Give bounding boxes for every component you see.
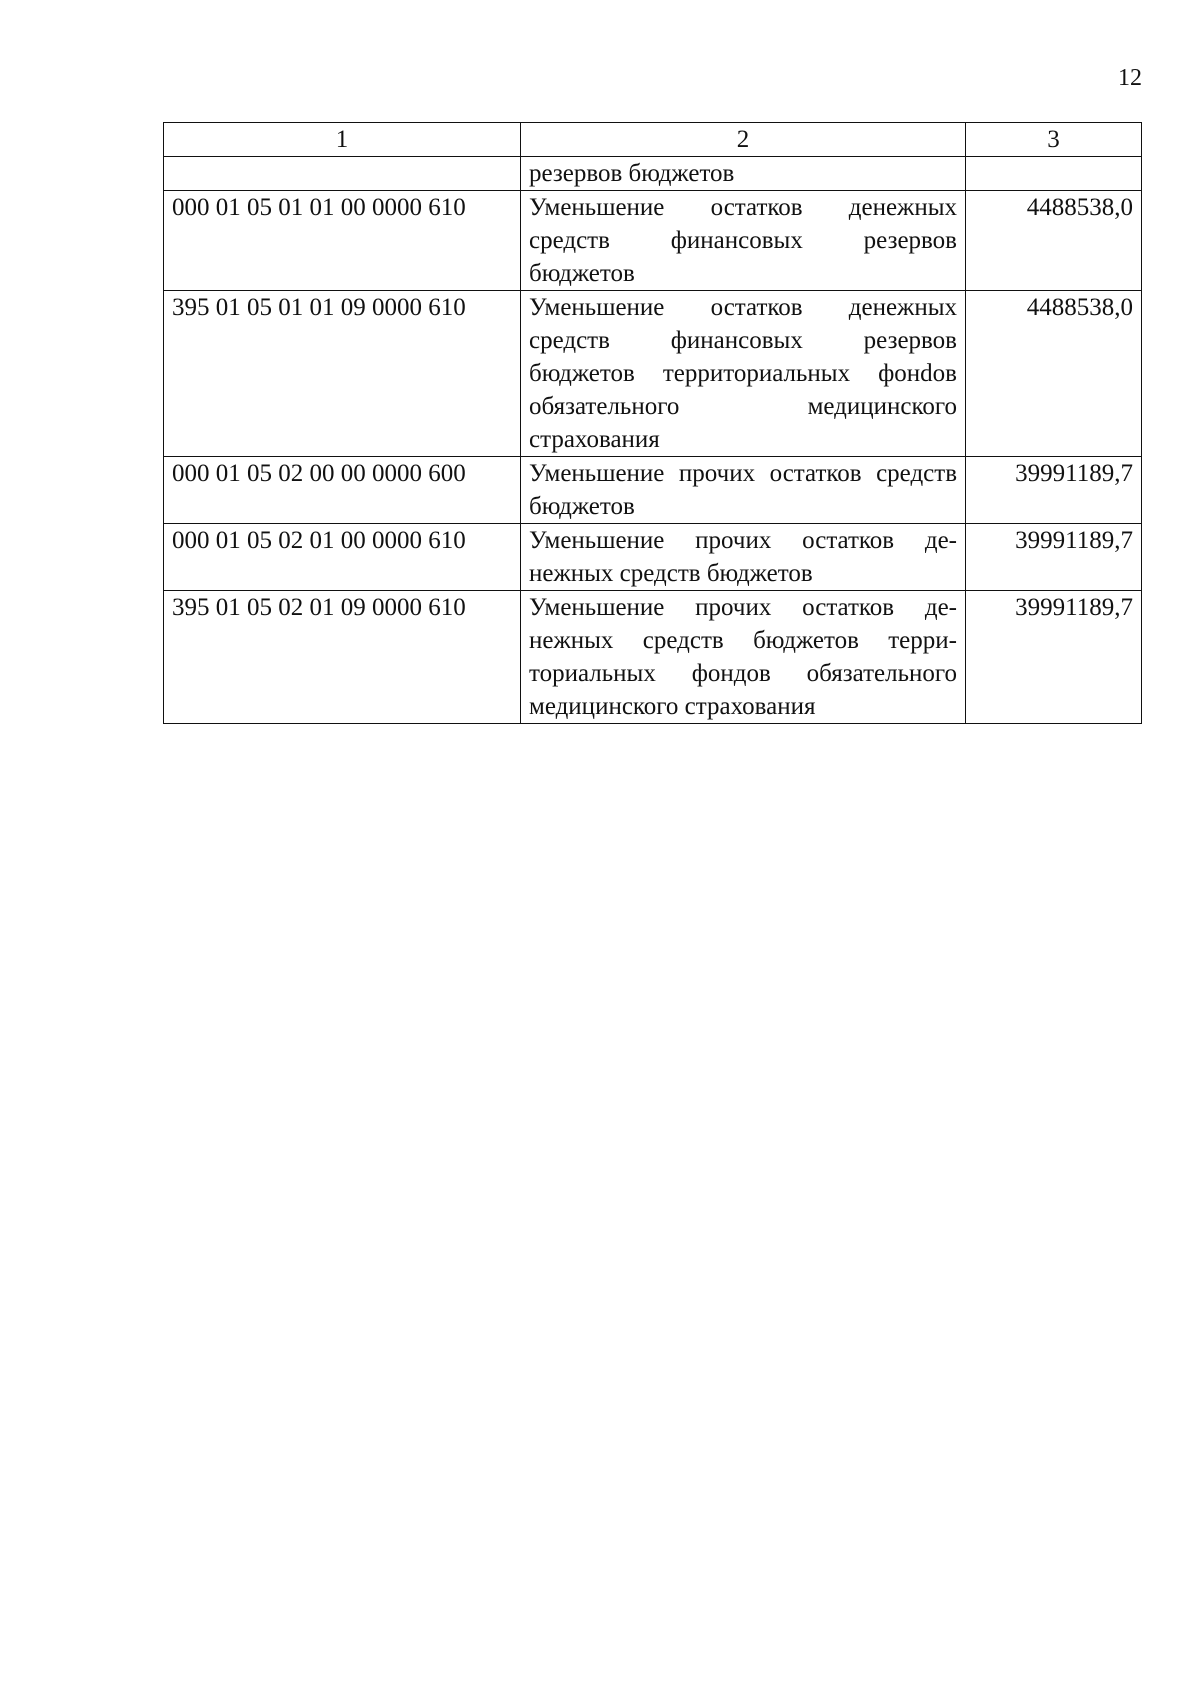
table-row <box>164 191 1142 291</box>
table-row <box>164 157 1142 191</box>
amount-cell <box>966 157 1142 191</box>
description-cell: Уменьшение прочих остатков денежных средств бюджетов <box>521 524 966 591</box>
description-cell: Уменьшение прочих остатков средств бюджетов <box>521 457 966 524</box>
budget-code-cell: 395 01 05 02 01 09 0000 610 <box>164 591 521 724</box>
table-row <box>164 457 1142 524</box>
budget-code-cell: 000 01 05 02 01 00 0000 610 <box>164 524 521 591</box>
column-header-1: 1 <box>164 123 521 157</box>
amount-cell: 4488538,0 <box>966 291 1142 457</box>
budget-code-cell: 000 01 05 01 01 00 0000 610 <box>164 191 521 291</box>
description-cell: резервов бюджетов <box>521 157 966 191</box>
table-row <box>164 524 1142 591</box>
table-row <box>164 291 1142 457</box>
amount-cell: 39991189,7 <box>966 591 1142 724</box>
amount-cell: 39991189,7 <box>966 524 1142 591</box>
page-number: 12 <box>1118 65 1142 91</box>
table-header-row <box>164 123 1142 157</box>
description-cell: Уменьшение прочих остатков денежных средств бюджетов территориальных фондов обязательного медицинского страхования <box>521 591 966 724</box>
amount-cell: 39991189,7 <box>966 457 1142 524</box>
column-header-2: 2 <box>521 123 966 157</box>
budget-code-cell: 395 01 05 01 01 09 0000 610 <box>164 291 521 457</box>
description-cell: Уменьшение остатков денежных средств финансовых резервов бюджетов <box>521 191 966 291</box>
budget-code-cell <box>164 157 521 191</box>
column-header-3: 3 <box>966 123 1142 157</box>
table-row <box>164 591 1142 724</box>
budget-code-cell: 000 01 05 02 00 00 0000 600 <box>164 457 521 524</box>
budget-sources-table <box>163 122 1142 724</box>
description-cell: Уменьшение остатков денежных средств финансовых резервов бюджетов территориальных фонdов обязательного медицинского страхования <box>521 291 966 457</box>
amount-cell: 4488538,0 <box>966 191 1142 291</box>
